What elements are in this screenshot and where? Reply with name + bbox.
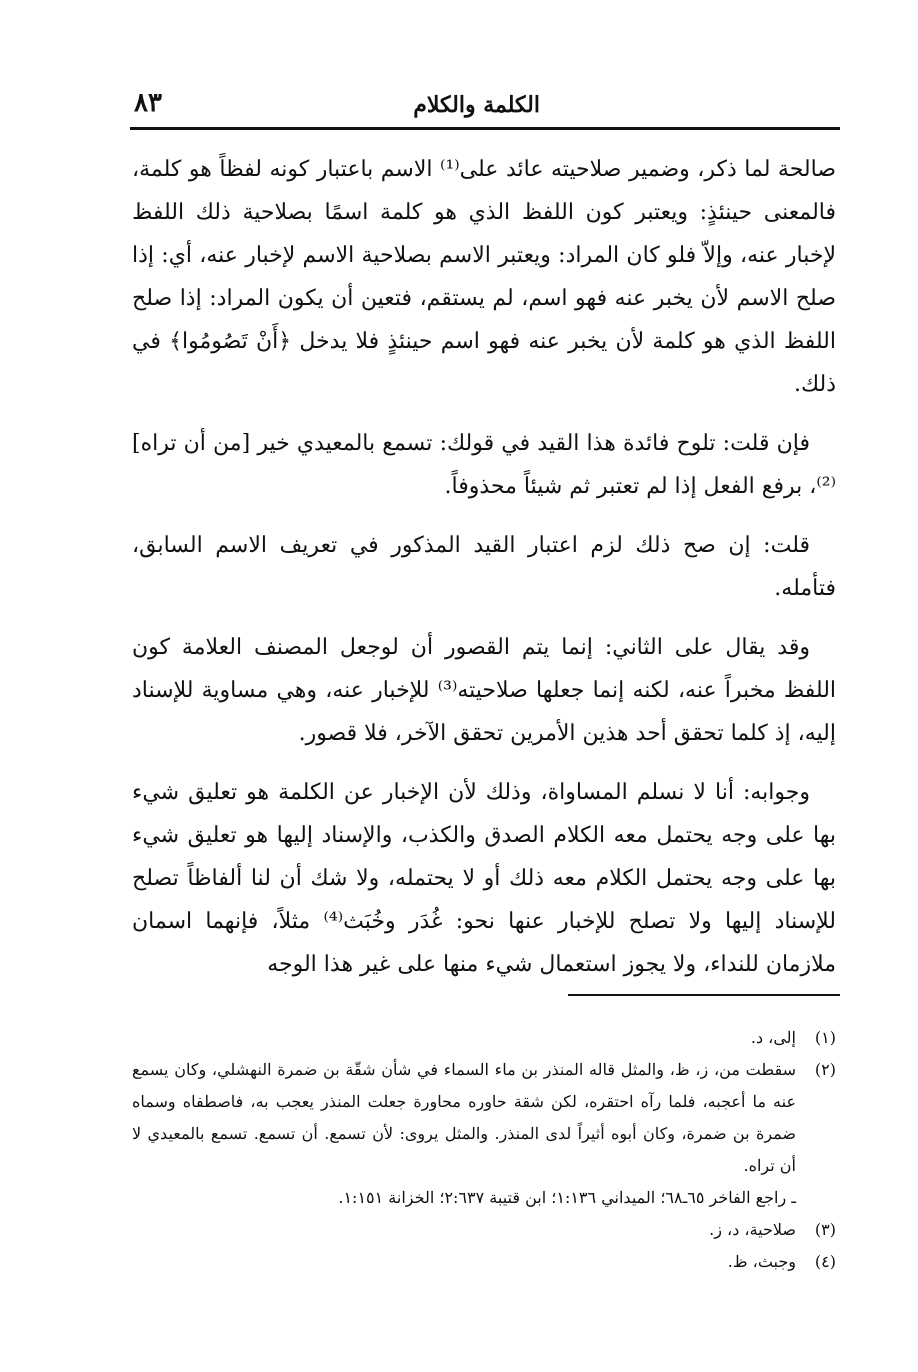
footnote-text: ـ راجع الفاخر ٦٥ـ٦٨؛ الميداني ١:١٣٦؛ ابن قتيبة ٢:٦٣٧؛ الخزانة ١:١٥١. bbox=[338, 1188, 796, 1207]
paragraph: فإن قلت: تلوح فائدة هذا القيد في قولك: تسمع بالمعيدي خير [من أن تراه]⁽²⁾، برفع الفعل إذا لم تعتبر ثم شيئاً محذوفاً. bbox=[132, 431, 836, 499]
footnote-source bbox=[132, 1182, 836, 1214]
footnote bbox=[132, 1214, 836, 1246]
paragraph: قلت: إن صح ذلك لزم اعتبار القيد المذكور في تعريف الاسم السابق، فتأمله. bbox=[132, 533, 836, 601]
footnote bbox=[132, 1054, 836, 1182]
footnote-text: إلى، د. bbox=[750, 1028, 796, 1047]
footnote-separator bbox=[568, 994, 840, 996]
footnote-number: (١) bbox=[814, 1028, 836, 1047]
footnote-text: صلاحية، د، ز. bbox=[709, 1220, 796, 1239]
paragraph: صالحة لما ذكر، وضمير صلاحيته عائد على⁽¹⁾ الاسم باعتبار كونه لفظاً هو كلمة، فالمعنى حينئذٍ: ويعتبر كون اللفظ الذي هو كلمة اسمًا بصلاحية ذلك اللفظ لإخبار عنه، وإلاّ فلو كان المراد: ويعتبر الاسم بصلاحية الاسم لإخبار عنه، أي: إذا صلح الاسم لأن يخبر عنه فهو اسم، لم يستقم، فتعين أن يكون المراد: إذا صلح اللفظ الذي هو كلمة لأن يخبر عنه فهو اسم حينئذٍ فلا يدخل ﴿أَنْ تَصُومُوا﴾ في ذلك. bbox=[132, 157, 836, 397]
footnote-number: (٣) bbox=[814, 1220, 836, 1239]
main-text bbox=[132, 148, 836, 1002]
page-number: ٨٣ bbox=[134, 88, 162, 118]
footnote-text: وجبث، ظ. bbox=[727, 1252, 796, 1271]
running-header bbox=[130, 88, 840, 128]
footnote-number: (٤) bbox=[814, 1252, 836, 1271]
header-rule bbox=[130, 127, 840, 130]
chapter-title: الكلمة والكلام bbox=[413, 92, 540, 118]
footnote-number: (٢) bbox=[814, 1060, 836, 1079]
footnote bbox=[132, 1022, 836, 1054]
paragraph: وقد يقال على الثاني: إنما يتم القصور أن لوجعل المصنف العلامة كون اللفظ مخبراً عنه، لكنه إنما جعلها صلاحيته⁽³⁾ للإخبار عنه، وهي مساوية للإسناد إليه، إذ كلما تحقق أحد هذين الأمرين تحقق الآخر، فلا قصور. bbox=[132, 635, 837, 746]
footnote-text: سقطت من، ز، ظ، والمثل قاله المنذر بن ماء السماء في شأن شقّة بن ضمرة النهشلي، وكان يسمع عنه ما أعجبه، فلما رآه احتقره، لكن شقة حاوره محاورة جعلت المنذر يعجب به، فاصطفاه وسماه ضمرة بن ضمرة، وكان أبوه أثيراً لدى المنذر. والمثل يروى: لأن تسمع. أن تسمع. تسمع بالمعيدي لا أن تراه. bbox=[132, 1060, 796, 1175]
footnotes bbox=[132, 1022, 836, 1278]
paragraph: وجوابه: أنا لا نسلم المساواة، وذلك لأن الإخبار عن الكلمة هو تعليق شيء بها على وجه يحتمل معه الكلام الصدق والكذب، والإسناد إليها هو تعليق شيء بها على وجه يحتمل الكلام معه ذلك أو لا يحتمله، ولا شك أن لنا ألفاظاً تصلح للإسناد إليها ولا تصلح للإخبار عنها نحو: غُدَر وخُبَث⁽⁴⁾ مثلاً، فإنهما اسمان ملازمان للنداء، ولا يجوز استعمال شيء منها على غير هذا الوجه bbox=[132, 780, 837, 977]
footnote bbox=[132, 1246, 836, 1278]
